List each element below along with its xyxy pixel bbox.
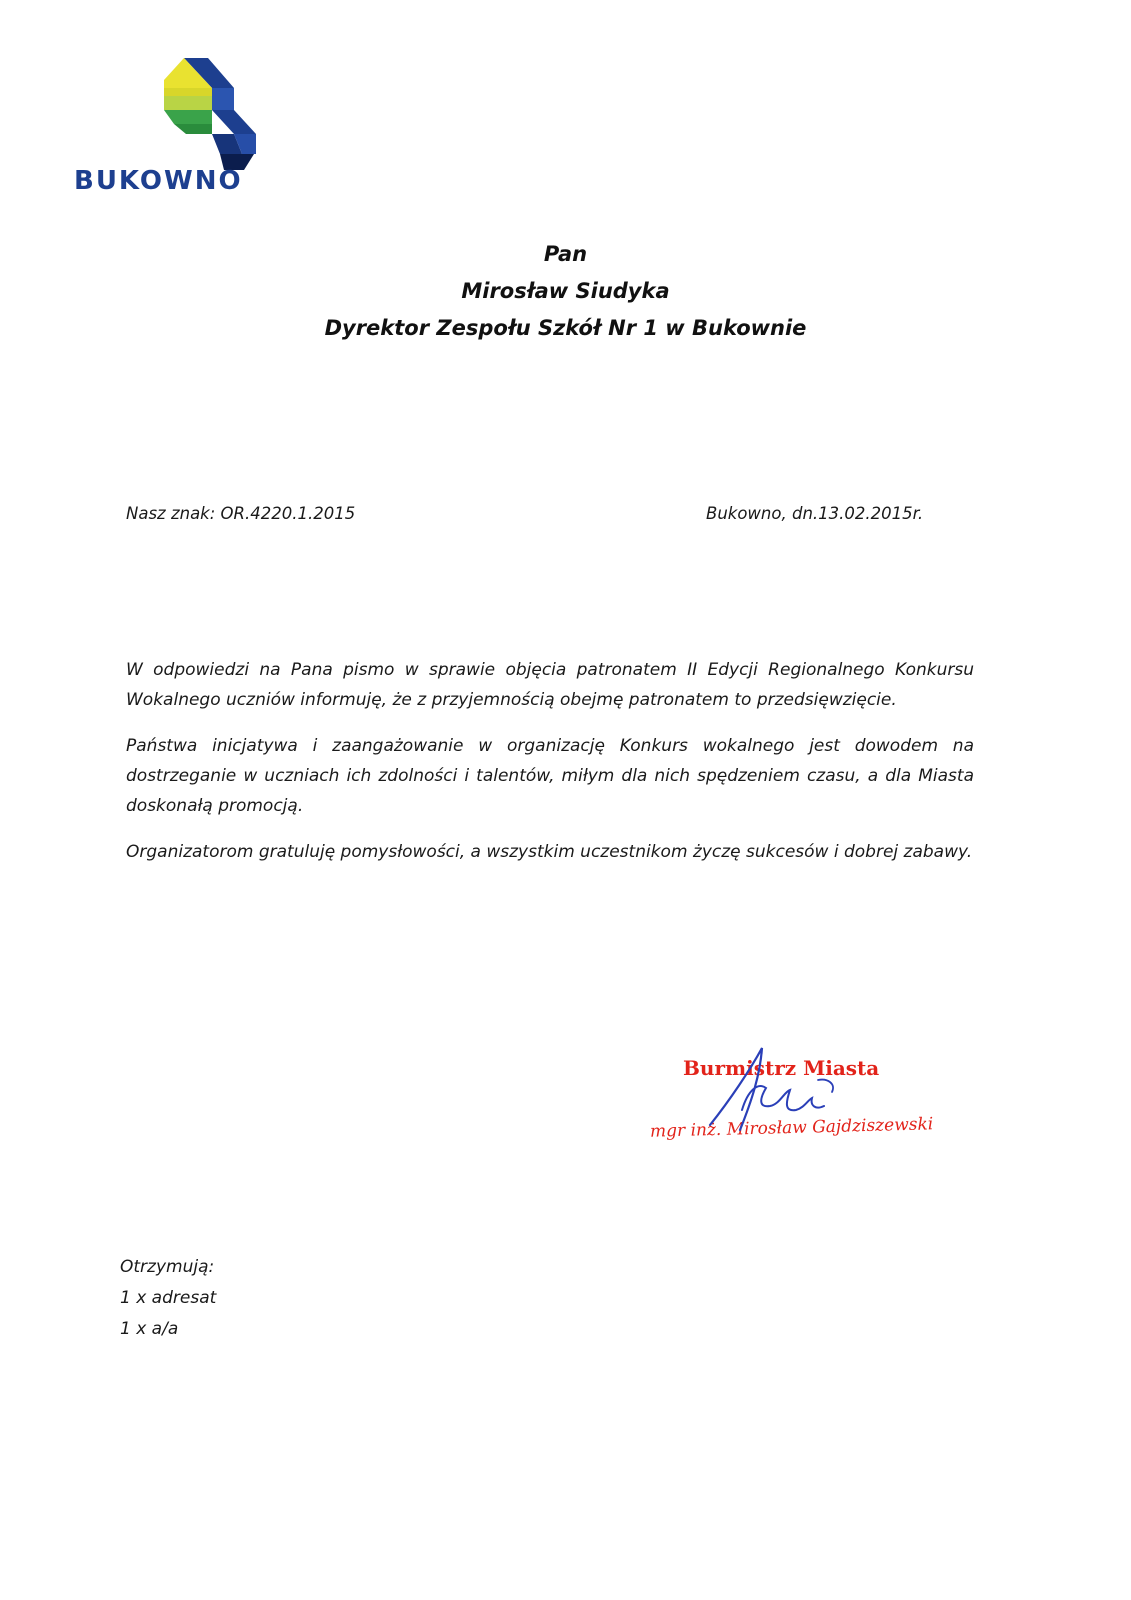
addressee-block <box>0 236 1131 347</box>
recipients-heading: Otrzymują: <box>120 1257 215 1277</box>
reference-number: Nasz znak: OR.4220.1.2015 <box>126 504 356 523</box>
recipients-block <box>120 1252 216 1345</box>
body-paragraph-3: Organizatorom gratuluję pomysłowości, a wszystkim uczestnikom życzę sukcesów i dobrej zabawy. <box>126 842 973 862</box>
place-and-date: Bukowno, dn.13.02.2015r. <box>706 504 924 523</box>
recipient-item: 1 x adresat <box>120 1288 217 1308</box>
addressee-name: Mirosław Siudyka <box>461 279 670 303</box>
addressee-position: Dyrektor Zespołu Szkół Nr 1 w Bukownie <box>324 316 807 340</box>
bukowno-emblem-icon <box>164 58 264 170</box>
body-paragraph-2: Państwa inicjatywa i zaangażowanie w organizację Konkurs wokalnego jest dowodem na dostrzeganie w uczniach ich zdolności i talentów, miłym dla nich spędzeniem czasu, a dla Miasta doskonałą promocją. <box>126 736 974 816</box>
bukowno-logo <box>72 58 272 198</box>
signatory-title: Burmistrz Miasta <box>683 1056 880 1080</box>
addressee-salutation: Pan <box>543 242 588 266</box>
handwritten-signature <box>700 1040 850 1140</box>
logo-wordmark: BUKOWNO <box>74 166 243 196</box>
signatory-name: mgr inż. Mirosław Gajdziszewski <box>649 1114 934 1142</box>
recipient-item: 1 x a/a <box>120 1319 179 1339</box>
letter-body <box>126 655 974 883</box>
body-paragraph-1: W odpowiedzi na Pana pismo w sprawie objęcia patronatem II Edycji Regionalnego Konkursu Wokalnego uczniów informuję, że z przyjemnością obejmę patronatem to przedsięwzięcie. <box>126 660 974 710</box>
